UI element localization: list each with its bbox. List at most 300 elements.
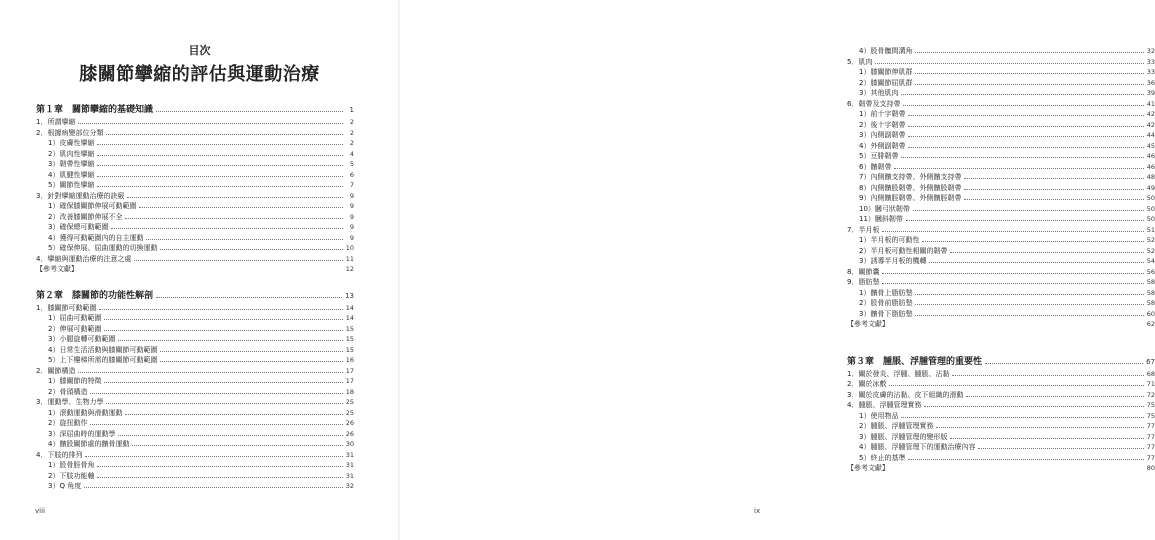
toc-entry-title: 4）外側副韌帶	[859, 141, 906, 150]
dot-leader	[915, 73, 1143, 74]
dot-leader	[882, 273, 1143, 274]
toc-entry[interactable]	[34, 408, 354, 419]
toc-page-number: 7	[349, 181, 354, 189]
toc-entry-title: 3）小腿旋轉可動範圍	[48, 335, 116, 343]
dot-leader	[915, 315, 1143, 316]
toc-entry-title: 9）內側髕脛韌帶、外側髕脛韌帶	[859, 194, 962, 202]
toc-entry[interactable]	[845, 225, 1155, 236]
toc-entry-title: 1）前十字韌帶	[859, 110, 906, 118]
toc-entry-title: 2）股骨前脂肪墊	[859, 299, 913, 307]
toc-entry[interactable]	[34, 345, 354, 356]
dot-leader	[104, 319, 342, 320]
toc-page-number: 58	[1146, 288, 1155, 297]
left-page-number: viii	[35, 507, 45, 515]
toc-entry[interactable]	[34, 387, 354, 398]
left-page	[0, 0, 399, 540]
toc-page-number: 31	[345, 471, 354, 480]
toc-entry-title: 4．下肢的排列	[36, 450, 83, 459]
dot-leader	[894, 168, 1143, 169]
toc-entry[interactable]	[34, 366, 354, 377]
toc-entry-title: 4．攣縮與運動治療的注意之處	[36, 254, 132, 263]
toc-page-number: 33	[1146, 68, 1155, 76]
toc-entry[interactable]	[845, 99, 1155, 110]
toc-page-number: 68	[1146, 369, 1155, 378]
toc-entry-title: 3．針對攣縮運動治療的訣竅	[36, 191, 125, 200]
toc-entry-title: 1）髕骨上脂肪墊	[859, 288, 913, 297]
toc-entry-title: 4）髕股關節處的髕骨運動	[48, 440, 130, 448]
dot-leader	[146, 239, 343, 240]
toc-page-number: 5	[349, 160, 354, 168]
toc-entry-title: 1）使用物品	[859, 411, 899, 420]
left-toc	[34, 100, 354, 492]
dot-leader	[132, 445, 342, 446]
toc-references[interactable]	[845, 319, 1155, 330]
toc-page-number: 41	[1146, 99, 1155, 108]
dot-leader	[908, 115, 1143, 116]
toc-page-number: 4	[349, 149, 354, 158]
toc-entry-title: 2）旋扭動作	[48, 419, 88, 427]
toc-page-number: 32	[345, 482, 354, 490]
dot-leader	[913, 210, 1144, 211]
dot-leader	[84, 487, 343, 488]
toc-entry-title: 2）伸展可動範圍	[48, 324, 102, 333]
toc-page-number: 42	[1146, 120, 1155, 129]
dot-leader	[908, 136, 1143, 137]
toc-entry-title: 【參考文獻】	[847, 464, 889, 472]
toc-page-number: 50	[1146, 204, 1155, 213]
dot-leader	[964, 189, 1143, 190]
toc-page-number: 54	[1146, 257, 1155, 265]
toc-entry-title: 1）膝關節的特徵	[48, 377, 102, 385]
toc-page-number: 77	[1146, 422, 1155, 430]
toc-page-number: 39	[1146, 89, 1155, 97]
toc-page-number: 51	[1146, 225, 1155, 234]
toc-references[interactable]	[845, 463, 1155, 474]
toc-entry-title: 6．韌帶及支持帶	[847, 99, 901, 108]
dot-leader	[78, 123, 343, 124]
toc-page-number: 56	[1146, 267, 1155, 276]
toc-entry-title: 1．關於發炎、浮腫、腫脹、沾黏	[847, 369, 950, 378]
dot-leader	[134, 260, 342, 261]
toc-page-number: 9	[349, 212, 354, 221]
dot-leader	[964, 178, 1143, 179]
toc-entry[interactable]	[845, 309, 1155, 320]
toc-entry[interactable]	[34, 313, 354, 324]
dot-leader	[139, 207, 343, 208]
toc-entry[interactable]	[845, 400, 1155, 411]
toc-entry[interactable]	[845, 57, 1155, 68]
toc-page-number: 33	[1146, 57, 1155, 66]
toc-entry-title: 6）髕韌帶	[859, 162, 892, 171]
toc-page-number: 75	[1146, 401, 1155, 409]
toc-page-number: 9	[349, 223, 354, 231]
toc-entry[interactable]	[845, 442, 1155, 453]
toc-spacer	[845, 330, 1155, 341]
toc-entry[interactable]	[845, 120, 1155, 131]
dot-leader	[160, 361, 342, 362]
toc-entry[interactable]	[845, 193, 1155, 204]
toc-page-number: 67	[1146, 357, 1155, 366]
toc-entry-title: 2．根據病變部位分類	[36, 128, 104, 137]
toc-page-number: 12	[345, 265, 354, 273]
dot-leader	[99, 309, 342, 310]
toc-page-number: 42	[1146, 110, 1155, 118]
dot-leader	[97, 477, 342, 478]
toc-entry[interactable]	[845, 141, 1155, 152]
dot-leader	[156, 111, 343, 112]
toc-entry-title: 3）內側副韌帶	[859, 131, 906, 139]
dot-leader	[903, 105, 1143, 106]
toc-page-number: 10	[345, 244, 354, 252]
toc-entry-title: 4）日常生活活動與膝關節可動範圍	[48, 345, 158, 354]
toc-entry[interactable]	[34, 201, 354, 212]
dot-leader	[97, 466, 342, 467]
toc-entry-title: 7．半月板	[847, 225, 880, 234]
toc-entry[interactable]	[34, 117, 354, 128]
toc-entry-title: 2）腫脹、浮腫管理實務	[859, 422, 934, 430]
toc-page-number: 18	[345, 387, 354, 396]
toc-entry-title: 11）膕斜韌帶	[859, 215, 903, 223]
dot-leader	[966, 396, 1143, 397]
toc-page-number: 75	[1146, 411, 1155, 420]
toc-page-number: 14	[345, 314, 354, 322]
contents-label: 目次	[188, 44, 211, 57]
dot-leader	[906, 220, 1144, 221]
toc-entry[interactable]	[845, 46, 1155, 57]
toc-page-number: 1	[349, 106, 354, 114]
toc-page-number: 11	[345, 254, 354, 263]
dot-leader	[908, 459, 1143, 460]
toc-page-number: 26	[345, 419, 354, 427]
toc-entry-title: 7）內側髕支持帶、外側髕支持帶	[859, 173, 962, 181]
toc-entry-title: 5）豆腓韌帶	[859, 152, 899, 160]
dot-leader	[875, 63, 1143, 64]
toc-entry-title: 5）上下樓梯所需的膝關節可動範圍	[48, 356, 158, 364]
toc-entry[interactable]	[34, 128, 354, 139]
toc-page-number: 9	[349, 191, 354, 200]
toc-entry[interactable]	[34, 212, 354, 223]
toc-page-number: 46	[1146, 162, 1155, 171]
toc-entry[interactable]	[845, 369, 1155, 380]
dot-leader	[97, 165, 343, 166]
toc-entry-title: 8）內側髕股韌帶、外側髕股韌帶	[859, 183, 962, 192]
toc-entry[interactable]	[34, 418, 354, 429]
toc-page-number: 52	[1146, 246, 1155, 255]
toc-entry-title: 3）誘導半月板的機轉	[859, 257, 927, 265]
toc-entry-title: 2）後十字韌帶	[859, 120, 906, 129]
dot-leader	[97, 144, 343, 145]
toc-entry[interactable]	[845, 204, 1155, 215]
toc-page-number: 48	[1146, 173, 1155, 181]
toc-chapter[interactable]	[34, 290, 354, 303]
toc-page-number: 77	[1146, 443, 1155, 451]
toc-entry[interactable]	[845, 421, 1155, 432]
dot-leader	[936, 427, 1143, 428]
toc-entry-title: 3）其他肌肉	[859, 89, 899, 97]
toc-page-number: 31	[345, 461, 354, 469]
toc-entry-title: 2）膝關節屈肌群	[859, 78, 913, 87]
dot-leader	[985, 363, 1143, 364]
toc-entry-title: 3）腫脹、浮腫管理的變形版	[859, 432, 948, 441]
toc-entry-title: 1）股骨脛骨角	[48, 461, 95, 469]
toc-page-number: 31	[345, 450, 354, 459]
dot-leader	[922, 241, 1143, 242]
dot-leader	[889, 385, 1143, 386]
toc-entry[interactable]	[845, 432, 1155, 443]
toc-entry-title: 1）屈曲可動範圍	[48, 314, 102, 322]
toc-entry-title: 2）肌肉性攣縮	[48, 149, 95, 158]
toc-page-number: 2	[349, 118, 354, 126]
toc-entry-title: 3）Q 角度	[48, 482, 82, 490]
toc-page-number: 17	[345, 366, 354, 375]
dot-leader	[915, 304, 1143, 305]
dot-leader	[97, 176, 343, 177]
toc-entry[interactable]	[34, 481, 354, 492]
toc-entry-title: 3）韌帶性攣縮	[48, 160, 95, 168]
toc-entry-title: 5．肌肉	[847, 57, 873, 66]
dot-leader	[125, 414, 342, 415]
toc-page-number: 80	[1146, 464, 1155, 472]
toc-entry[interactable]	[845, 88, 1155, 99]
toc-page-number: 46	[1146, 152, 1155, 160]
toc-entry-title: 4）腫脹、浮腫管理下的運動治療內容	[859, 443, 976, 451]
toc-entry-title: 2．關節構造	[36, 366, 76, 375]
dot-leader	[915, 52, 1143, 53]
dot-leader	[950, 252, 1143, 253]
toc-entry[interactable]	[845, 214, 1155, 225]
dot-leader	[127, 197, 343, 198]
toc-entry-title: 1．所謂攣縮	[36, 118, 76, 126]
toc-page-number: 50	[1146, 215, 1155, 223]
toc-entry[interactable]	[845, 78, 1155, 89]
toc-page-number: 26	[345, 429, 354, 438]
toc-page-number: 9	[349, 202, 354, 210]
right-page	[400, 0, 1155, 540]
toc-entry-title: 2）半月板可動性相關的韌帶	[859, 246, 948, 255]
toc-page-number: 2	[349, 139, 354, 147]
toc-page-number: 15	[345, 324, 354, 333]
dot-leader	[97, 155, 343, 156]
toc-entry[interactable]	[34, 460, 354, 471]
toc-entry[interactable]	[845, 390, 1155, 401]
right-toc	[845, 46, 1155, 474]
dot-leader	[964, 199, 1143, 200]
toc-entry[interactable]	[845, 256, 1155, 267]
toc-page-number: 15	[345, 345, 354, 354]
toc-entry[interactable]	[34, 324, 354, 335]
toc-chapter[interactable]	[34, 104, 354, 117]
dot-leader	[901, 94, 1143, 95]
toc-entry-title: 1）膝關節伸肌群	[859, 68, 913, 76]
dot-leader	[901, 157, 1143, 158]
toc-entry[interactable]	[34, 450, 354, 461]
dot-leader	[978, 448, 1143, 449]
toc-entry-title: 2）骨頭構造	[48, 387, 88, 396]
toc-page-number: 32	[1146, 47, 1155, 55]
toc-entry-title: 3．關於皮膚的沾黏、皮下組織的滑動	[847, 390, 964, 399]
dot-leader	[106, 403, 342, 404]
toc-entry-title: 【參考文獻】	[847, 320, 889, 328]
toc-entry-title: 1）皮膚性攣縮	[48, 139, 95, 147]
toc-spacer	[34, 275, 354, 286]
toc-entry-title: 1．膝關節可動範圍	[36, 303, 97, 312]
toc-page-number: 77	[1146, 432, 1155, 441]
toc-entry[interactable]	[34, 376, 354, 387]
dot-leader	[90, 424, 342, 425]
toc-entry-title: 4）獲得可動範圍內的自主運動	[48, 233, 144, 242]
toc-page-number: 77	[1146, 453, 1155, 462]
toc-entry-title: 第３章 腫脹、浮腫管理的重要性	[847, 356, 983, 367]
toc-entry[interactable]	[845, 246, 1155, 257]
toc-page-number: 25	[345, 398, 354, 406]
toc-entry[interactable]	[34, 303, 354, 314]
toc-entry[interactable]	[34, 429, 354, 440]
toc-entry-title: 2）下肢功能軸	[48, 471, 95, 480]
toc-entry[interactable]	[34, 138, 354, 149]
dot-leader	[924, 406, 1143, 407]
toc-entry-title: 5）終止的基準	[859, 453, 906, 462]
toc-entry[interactable]	[34, 243, 354, 254]
dot-leader	[118, 340, 342, 341]
toc-entry-title: 3）髕骨下脂肪墊	[859, 309, 913, 318]
toc-page-number: 72	[1146, 390, 1155, 399]
dot-leader	[118, 435, 342, 436]
dot-leader	[929, 262, 1143, 263]
toc-page-number: 45	[1146, 141, 1155, 150]
dot-leader	[915, 294, 1143, 295]
toc-entry-title: 5）確保伸展、屈曲運動的切換運動	[48, 244, 158, 252]
toc-entry[interactable]	[845, 109, 1155, 120]
right-page-number: ix	[754, 507, 761, 515]
toc-entry-title: 1）滾動運動與滑動運動	[48, 408, 123, 417]
toc-entry[interactable]	[845, 183, 1155, 194]
toc-page-number: 52	[1146, 236, 1155, 244]
toc-page-number: 71	[1146, 380, 1155, 388]
dot-leader	[882, 231, 1143, 232]
toc-entry-title: 9．脂肪墊	[847, 278, 880, 286]
toc-page-number: 2	[349, 128, 354, 137]
toc-entry[interactable]	[34, 159, 354, 170]
toc-page-number: 14	[345, 303, 354, 312]
dot-leader	[915, 84, 1143, 85]
toc-entry-title: 4）股骨髖間溝角	[859, 47, 913, 55]
toc-entry[interactable]	[34, 191, 354, 202]
toc-entry[interactable]	[34, 180, 354, 191]
dot-leader	[882, 283, 1143, 284]
toc-entry[interactable]	[845, 172, 1155, 183]
toc-entry[interactable]	[34, 355, 354, 366]
dot-leader	[111, 228, 343, 229]
dot-leader	[908, 147, 1143, 148]
dot-leader	[950, 438, 1143, 439]
toc-entry[interactable]	[845, 298, 1155, 309]
toc-page-number: 25	[345, 408, 354, 417]
toc-entry-title: 第１章 關節攣縮的基礎知識	[36, 105, 154, 115]
toc-references[interactable]	[34, 264, 354, 275]
dot-leader	[160, 351, 342, 352]
toc-entry-title: 1）半月板的可動性	[859, 236, 920, 244]
toc-entry-title: 3）深屈曲時的運動學	[48, 429, 116, 438]
toc-entry[interactable]	[845, 162, 1155, 173]
dot-leader	[104, 330, 342, 331]
dot-leader	[78, 372, 342, 373]
dot-leader	[160, 249, 342, 250]
toc-entry-title: 4．腫脹、浮腫管理實務	[847, 401, 922, 409]
book-title: 膝關節攣縮的評估與運動治療	[79, 64, 320, 85]
dot-leader	[85, 456, 342, 457]
toc-entry-title: 2．關於冰敷	[847, 380, 887, 388]
toc-entry-title: 【參考文獻】	[36, 265, 78, 273]
toc-entry[interactable]	[845, 411, 1155, 422]
toc-page-number: 49	[1146, 183, 1155, 192]
toc-page-number: 60	[1146, 309, 1155, 318]
toc-page-number: 15	[345, 335, 354, 343]
toc-entry-title: 4）肌腱性攣縮	[48, 170, 95, 179]
toc-page-number: 36	[1146, 78, 1155, 87]
toc-page-number: 16	[345, 356, 354, 364]
toc-entry[interactable]	[845, 277, 1155, 288]
toc-chapter[interactable]	[845, 356, 1155, 369]
toc-entry[interactable]	[845, 379, 1155, 390]
toc-entry-title: 5）關節性攣縮	[48, 181, 95, 189]
toc-page-number: 58	[1146, 299, 1155, 307]
toc-entry[interactable]	[34, 397, 354, 408]
dot-leader	[901, 417, 1143, 418]
toc-entry[interactable]	[845, 453, 1155, 464]
toc-entry[interactable]	[34, 149, 354, 160]
toc-entry[interactable]	[845, 267, 1155, 278]
dot-leader	[125, 218, 343, 219]
dot-leader	[156, 297, 342, 298]
dot-leader	[104, 382, 342, 383]
toc-entry-title: 8．關節囊	[847, 267, 880, 276]
toc-entry[interactable]	[34, 471, 354, 482]
toc-entry[interactable]	[845, 235, 1155, 246]
toc-entry-title: 2）改善膝關節伸展不全	[48, 212, 123, 221]
toc-entry[interactable]	[34, 334, 354, 345]
toc-entry[interactable]	[845, 288, 1155, 299]
toc-page-number: 17	[345, 377, 354, 385]
toc-entry[interactable]	[34, 254, 354, 265]
toc-entry-title: 3）確保總可動範圍	[48, 223, 109, 231]
dot-leader	[952, 375, 1143, 376]
toc-spacer	[845, 341, 1155, 352]
toc-page-number: 9	[349, 233, 354, 242]
toc-entry[interactable]	[34, 439, 354, 450]
toc-entry-title: 第２章 膝關節的功能性解剖	[36, 290, 154, 301]
toc-entry[interactable]	[845, 130, 1155, 141]
toc-entry[interactable]	[34, 233, 354, 244]
toc-entry[interactable]	[34, 170, 354, 181]
toc-entry-title: 1）確保膝關節伸展可動範圍	[48, 202, 137, 210]
toc-page-number: 6	[349, 170, 354, 179]
toc-entry[interactable]	[845, 151, 1155, 162]
toc-entry-title: 3．運動學、生物力學	[36, 398, 104, 406]
toc-page-number: 44	[1146, 131, 1155, 139]
toc-page-number: 62	[1146, 320, 1155, 328]
toc-page-number: 58	[1146, 278, 1155, 286]
toc-page-number: 50	[1146, 194, 1155, 202]
toc-entry-title: 10）膕弓狀韌帶	[859, 204, 910, 213]
dot-leader	[908, 126, 1143, 127]
toc-page-number: 30	[345, 440, 354, 448]
toc-entry[interactable]	[34, 222, 354, 233]
toc-page-number: 13	[345, 291, 354, 300]
dot-leader	[106, 134, 343, 135]
dot-leader	[97, 186, 343, 187]
dot-leader	[90, 393, 342, 394]
toc-entry[interactable]	[845, 67, 1155, 78]
